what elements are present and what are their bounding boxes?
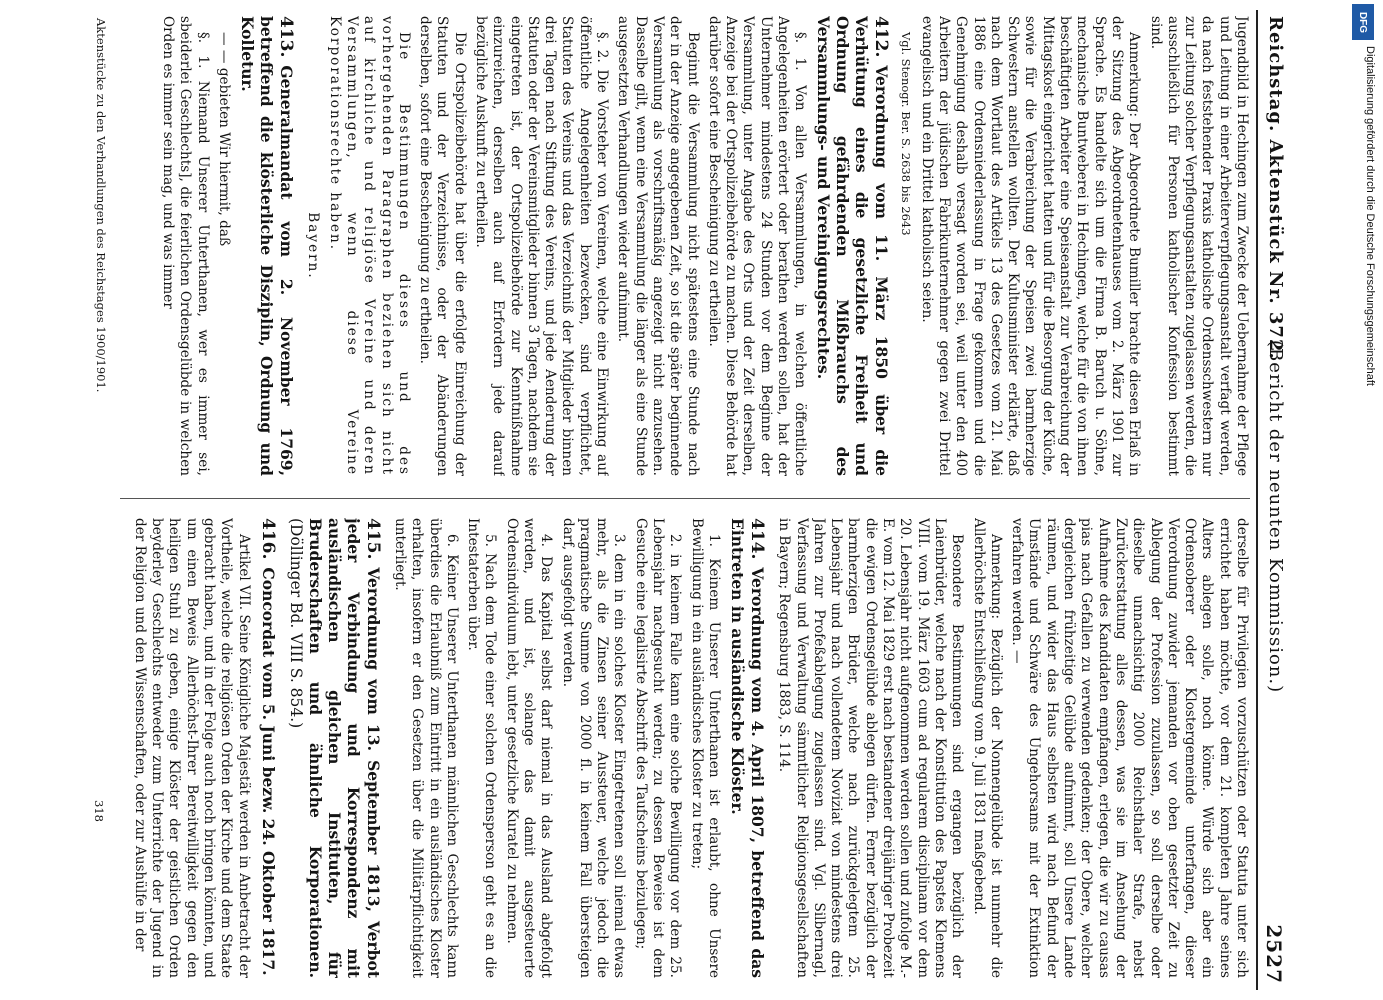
section-title: Verordnung vom 4. April 1807, betreffend das Eintreten in ausländische Klöster. [727,518,767,978]
paragraph: 3. dem in ein solches Kloster Eingetretenen soll niemal etwas mehr, als die Zinsen seiner Aussteuer, welche jedoch die pragmatische Summe von 2000 fl. in keinem Fall übersteigen darf, ausgefolgt werden. [559,518,628,978]
paragraph: 1. Keinem Unserer Unterthanen ist erlaubt, ohne Unsere Bewilligung in ein ausländisches Kloster zu treten; [688,518,722,978]
section-title: Concordat vom 5. Juni bezw. 24. Oktober 1817. [258,567,278,976]
document-page [58,0,1308,1000]
paragraph: 4. Das Kapital selbst darf niemal in das Ausland abgefolgt werden, und ist, solange das damit ausgesteuerte Ordensindividuum lebt, unter gesetzliche Kuratel zu nehmen. [503,518,555,978]
section-title: Verordnung vom 11. März 1850 über die Verhütung eines die gesetzliche Freiheit und Ordnung gefährdenden Mißbrauchs des Versammlungs- und Vereinigungsrechtes. [814,16,892,476]
paragraph: §. 2. Die Vorsteher von Vereinen, welche eine Einwirkung auf öffentliche Angelegenheiten bezwecken, sind verpflichtet, Statuten des Vereins und das Verzeichniß der Mitglieder binnen drei Tagen nach Stiftung des Vereins, und jede Aenderung der Statuten oder der Vereinsmitglieder binnen 3 Tagen, nachdem sie eingetreten ist, der Ortspolizeibehörde zur Kenntnißnahme einzureichen, derselben auch auf Erfordern jede darauf bezügliche Auskunft zu ertheilen. [473,16,611,476]
paragraph: derselbe für Privilegien vorzuschützen oder Statuta unter sich errichtet haben möchte, vor dem 21. kompleten Jahre seines Alters ablegen solle, noch könne. Würde sich aber ein Ordensoberer oder Klostergemeinde unterfangen, dieser Verordnung zuwider jemanden vor oben gesetzter Zeit zu Ablegung der Profession zuzulassen, so soll derselbe oder dieselbe unnachsichtig 2000 Reichsthaler Strafe, nebst Zurückerstattung alles dessen, was sie im Ansehung der Aufnahme des Kandidaten empfangen, erlegen, die wir zu causas pias nach Gefallen zu verwenden gedenken; der Obere, welcher dergleichen frühzeitige Gelübde aufnimmt, soll Unsere Lande räumen, und wider das Haus selbsten wird nach Befund der Umstände und Schwäre des Ungehorsams mit der Extinktion verfahren werden. — [1009,518,1250,978]
section-heading-416 [258,518,278,978]
section-heading-414 [728,518,767,978]
paragraph: Artikel VII. Seine Königliche Majestät werden in Anbetracht der Vortheile, welche die religiösen Orden der Kirche und dem Staate gebracht haben, und in der Folge auch noch bringen könnten, und um einen Beweis Allerhöchst-Ihrer Bereitwilligkeit gegen den heiligen Stuhl zu geben, einige Klöster der geistlichen Orden beyderley Geschlechts entweder zum Unterrichte der Jugend in der Religion und den Wissenschaften, oder zur Aushülfe in der [131,518,252,978]
paragraph: Die Bestimmungen dieses und des vorhergehenden Paragraphen beziehen sich nicht auf kirchliche und religiöse Vereine und deren Versammlungen, wenn diese Vereine Korporationsrechte haben. [326,16,412,476]
page-header [1256,10,1306,990]
paragraph: §. 1. Niemand Unserer Unterthanen, wer es immer sei, sbeiderlei Geschlechts], die feierlichen Ordensgelübde in welchen Orden es immer sein mag, und was immer [160,16,211,476]
section-number: 414. [746,518,767,560]
footnote: Aktenstücke zu den Verhandlungen des Reichstages 1900/1901. [94,18,108,393]
reference: Vgl. Stenogr. Ber. S. 2638 bis 2643 [899,32,914,236]
header-center: (Bericht der neunten Kommission.) [1265,340,1286,694]
paragraph: 2. in keinem Falle kann eine solche Bewilligung vor dem 25. Lebensjahr nachgesucht werden; zu dessen Beweise ist dem Gesuche eine legalisirte Abschrift des Taufscheins beizulegen; [632,518,684,978]
paragraph: Die Ortspolizeibehörde hat über die erfolgte Einreichung der Statuten und der Verzeichnisse, oder der Abänderungen derselben, sofort eine Bescheinigung zu ertheilen. [417,16,468,476]
paragraph: Jugendbild in Hechingen zum Zwecke der Uebernahme der Pflege und Leitung in einer Arbeiterverpflegungsanstalt verfagt werden, da nach feststehender Praxis katholische Ordensschwestern nur zur Leitung solcher Verpflegungsanstalten zugelassen werden, die ausschließlich für Personen katholischer Konfession bestimmt sind. [1147,16,1250,476]
section-title: Verordnung vom 13. September 1813, Verbot jeder Verbindung und Korrespondenz mit ausländischen gleichen Instituten, für Bruderschaften und ähnliche Korporationen. [305,518,383,978]
header-left: Reichstag. Aktenstück Nr. 372. [1265,16,1286,360]
section-heading-415 [286,518,383,978]
paragraph: §. 1. Von allen Versammlungen, in welchen öffentliche Angelegenheiten erörtert oder berathen werden sollen, hat der Unternehmer mindestens 24 Stunden vor dem Beginne der Versammlung, unter Angabe des Orts und der Zeit derselben, Anzeige bei der Ortspolizeibehörde zu machen. Diese Behörde hat darüber sofort eine Bescheinigung zu ertheilen. [705,16,809,476]
page-number: 2527 [1262,924,1286,984]
section-heading-412 [814,16,891,476]
credit-text: Digitalisierung gefördert durch die Deutsche Forschungsgemeinschaft [1364,46,1376,386]
section-number: 416. [257,518,278,560]
column-divider [120,498,1250,499]
paragraph: Anmerkung: Der Abgeordnete Bumiller brachte diesen Erlaß in der Sitzung des Abgeordnetenhauses vom 2. März 1901 zur Sprache. Es handelte sich um die Firma B. Baruch u. Söhne, mechanische Buntweberei in Hechingen, welche für die von ihnen beschäftigten Arbeiter eine Speiseanstalt zur Verabreichung der Mittagskost eingerichtet hatten und für die Besorgung der Küche, sowie für die Verabreichung der Speisen zwei barmherzige Schwestern anstellen wollten. Der Kultusminister erklärte, daß nach dem Wortlaut des Artikels 13 des Gesetzes vom 21. Mai 1886 eine Ordensniederlassung in Frage gekommen und die Genehmigung deshalb versagt worden sei, weil unter den 400 Arbeitern der jüdischen Fabrikunternehmer gegen zwei Drittel evangelisch und ein Drittel katholisch seien. [918,16,1143,476]
section-title: Generalmandat vom 2. November 1769, betreffend die klösterliche Disziplin, Ordnung und Kolletur. [238,16,297,476]
page-mark: 318 [92,800,106,822]
paragraph: — — gebieten Wir hiermit, daß [216,32,233,247]
section-heading-413 [238,16,296,476]
paragraph: 6. Keiner Unserer Unterthanen männlichen Geschlechts kann überdies die Erlaubniß zum Eintritt in ein ausländisches Kloster erhalten, insofern er den Gesetzen über die Militärpflichtigkeit unterliegt. [391,518,460,978]
section-number: 413. [276,16,297,58]
paragraph: Anmerkung: Bezüglich der Nonnengelübde ist nunmehr die Allerhöchste Entschließung vom 9. Juli 1831 maßgebend. [970,518,1004,978]
right-column [110,518,1250,978]
left-column [110,16,1250,476]
section-reference: (Döllinger Bd. VIII S. 854.) [286,518,305,729]
section-number: 415. [362,518,383,560]
paragraph: 5. Nach dem Tode einer solchen Ordensperson geht es an die Intestaterben über. [465,518,499,978]
dfg-logo-icon: DFG [1352,4,1374,40]
digitization-credit [1350,0,1380,1000]
section-number: 412. [871,16,892,58]
paragraph: Besondere Bestimmungen sind ergangen bezüglich der Laienbrüder, welche nach der Konstitution des Papstes Klemens VIII. vom 19. März 1603 cum ad regularem disciplinam vor dem 20. Lebensjahr nicht aufgenommen werden sollen und zufolge M.-E. vom 12. Mai 1829 erst nach bestandener dreijähriger Probezeit die ewigen Ordensgelübde ablegen dürfen. Ferner bezüglich der barmherzigen Brüder, welche nach zurückgelegtem 25. Lebensjahr und nach vollendetem Noviziat von mindestens drei Jahren zur Profeßablegung zugelassen sind. Vgl. Silbernagl, Verfassung und Verwaltung sämmtlicher Religionsgesellschaften in Bayern; Regensburg 1883, S. 114. [776,518,966,978]
paragraph: Beginnt die Versammlung nicht spätestens eine Stunde nach der in der Anzeige angegebenen Zeit, so ist die später beginnende Versammlung als vorschriftsmäßig angezeigt nicht anzusehen. Dasselbe gilt, wenn eine Versammlung die länger als eine Stunde ausgesetzten Verhandlungen wieder aufnimmt. [615,16,701,476]
region-heading: Bayern. [305,212,322,280]
